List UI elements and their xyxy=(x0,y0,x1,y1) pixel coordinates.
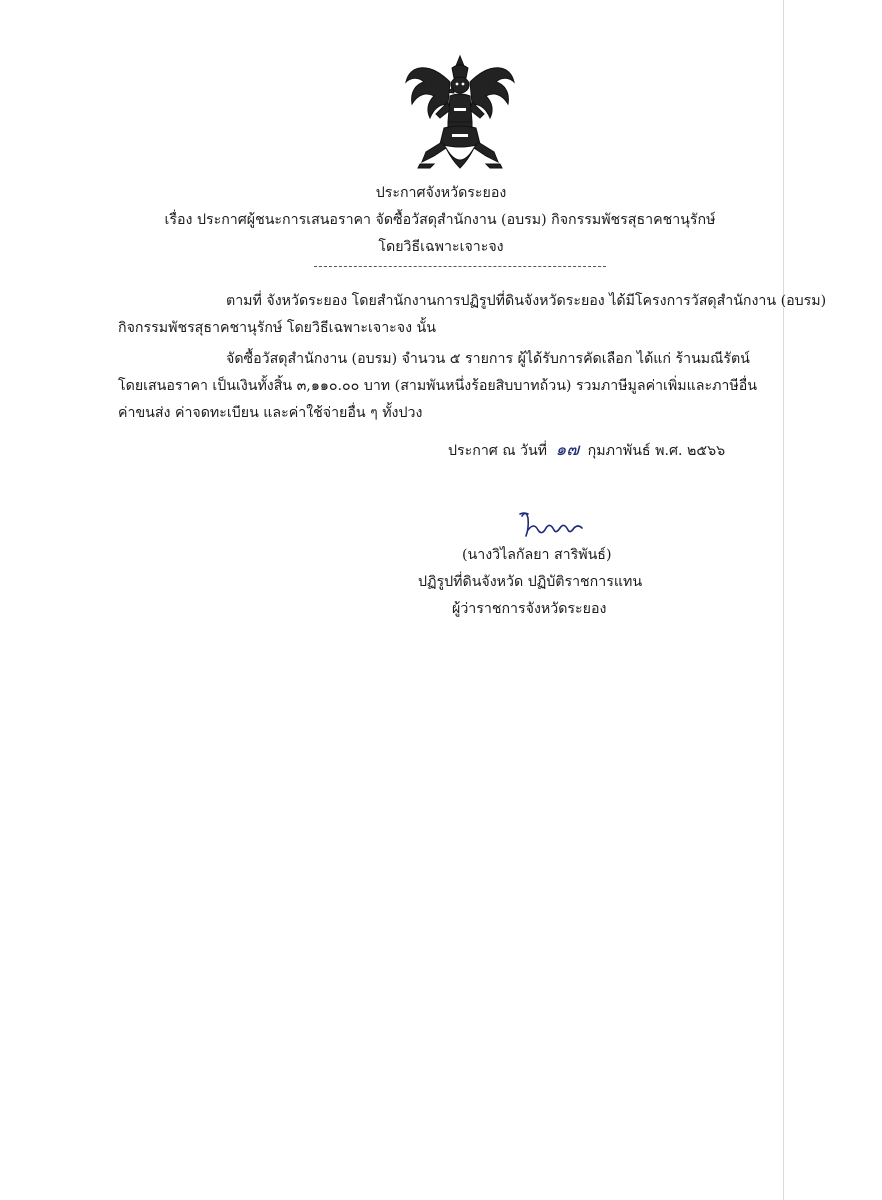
date-day: ๑๗ xyxy=(555,440,580,460)
paragraph-2-line-3: ค่าขนส่ง ค่าจดทะเบียน และค่าใช้จ่ายอื่น ๆ ทั้งปวง xyxy=(118,405,423,421)
paragraph-1-line-2: กิจกรรมพัชรสุธาคชานุรักษ์ โดยวิธีเฉพาะเจาะจง นั้น xyxy=(118,320,436,336)
handwritten-signature xyxy=(516,506,590,546)
procurement-method: โดยวิธีเฉพาะเจาะจง xyxy=(378,239,504,255)
date-prefix: ประกาศ ณ วันที่ xyxy=(448,443,548,459)
date-month-year: กุมภาพันธ์ พ.ศ. ๒๕๖๖ xyxy=(587,443,726,459)
announcement-title: ประกาศจังหวัดระยอง xyxy=(375,185,507,201)
page-edge-line xyxy=(783,0,784,1200)
signatory-position-1: ปฏิรูปที่ดินจังหวัด ปฏิบัติราชการแทน xyxy=(418,574,643,590)
announcement-subject: เรื่อง ประกาศผู้ชนะการเสนอราคา จัดซื้อวัสดุสำนักงาน (อบรม) กิจกรรมพัชรสุธาคชานุรักษ์ xyxy=(164,212,716,228)
paragraph-1-line-1: ตามที่ จังหวัดระยอง โดยสำนักงานการปฏิรูปที่ดินจังหวัดระยอง ได้มีโครงการวัสดุสำนักงาน (อบรม) xyxy=(226,293,827,309)
date-line xyxy=(448,436,725,463)
separator-dashes xyxy=(314,266,606,267)
garuda-emblem-icon xyxy=(400,52,520,174)
paragraph-2-line-1: จัดซื้อวัสดุสำนักงาน (อบรม) จำนวน ๕ รายการ ผู้ได้รับการคัดเลือก ได้แก่ ร้านมณีรัตน์ xyxy=(226,351,750,367)
signatory-position-2: ผู้ว่าราชการจังหวัดระยอง xyxy=(452,601,607,617)
signatory-name: (นางวิไลกัลยา สาริพันธ์) xyxy=(462,547,612,563)
paragraph-2-line-2: โดยเสนอราคา เป็นเงินทั้งสิ้น ๓,๑๑๐.๐๐ บาท (สามพันหนึ่งร้อยสิบบาทถ้วน) รวมภาษีมูลค่าเพิ่มและภาษีอื่น xyxy=(118,378,757,394)
